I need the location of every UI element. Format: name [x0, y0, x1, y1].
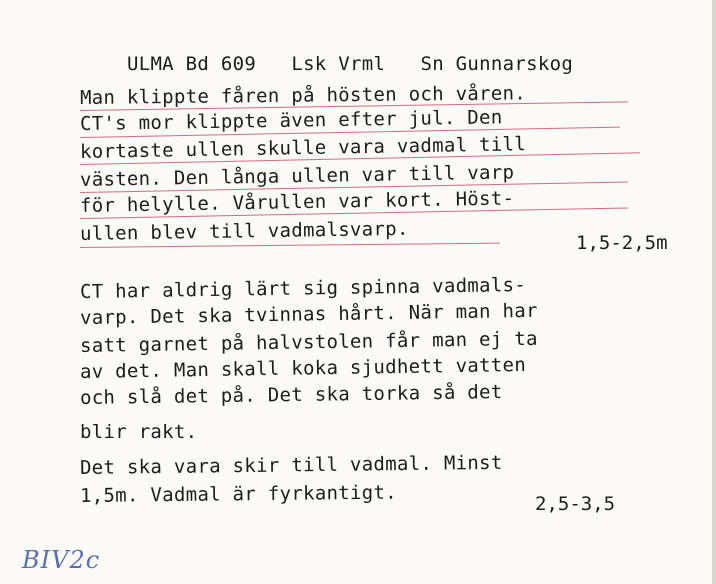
- parish: Sn Gunnarskog: [420, 53, 574, 75]
- text-line: kortaste ullen skulle vara vadmal till: [79, 133, 527, 163]
- text-line: Man klippte fåren på hösten och våren.: [79, 82, 527, 109]
- measure-range: 2,5-3,5: [535, 493, 616, 515]
- province: Lsk Vrml: [291, 53, 386, 75]
- archive-reference: ULMA Bd 609: [126, 53, 257, 75]
- text-line: CT har aldrig lärt sig spinna vadmals-: [79, 273, 527, 303]
- text-line: Det ska vara skir till vadmal. Minst: [79, 451, 503, 479]
- handwritten-signature: BIV2c: [22, 546, 101, 574]
- text-line: CT's mor klippte även efter jul. Den: [79, 106, 503, 135]
- text-line: och slå det på. Det ska torka så det: [79, 381, 503, 409]
- text-line: för helylle. Vårullen var kort. Höst-: [79, 187, 515, 217]
- measure-range: 1,5-2,5m: [576, 232, 668, 254]
- text-line: av det. Man skall koka sjudhett vatten: [79, 353, 527, 383]
- text-line: 1,5m. Vadmal är fyrkantigt.: [79, 481, 398, 507]
- text-line: ullen blev till vadmalsvarp.: [79, 217, 409, 245]
- text-line: västen. Den långa ullen var till varp: [79, 161, 515, 191]
- text-line: satt garnet på halvstolen får man ej ta: [79, 327, 538, 357]
- text-line: varp. Det ska tvinnas hårt. När man har: [79, 299, 538, 329]
- text-line: blir rakt.: [80, 421, 198, 443]
